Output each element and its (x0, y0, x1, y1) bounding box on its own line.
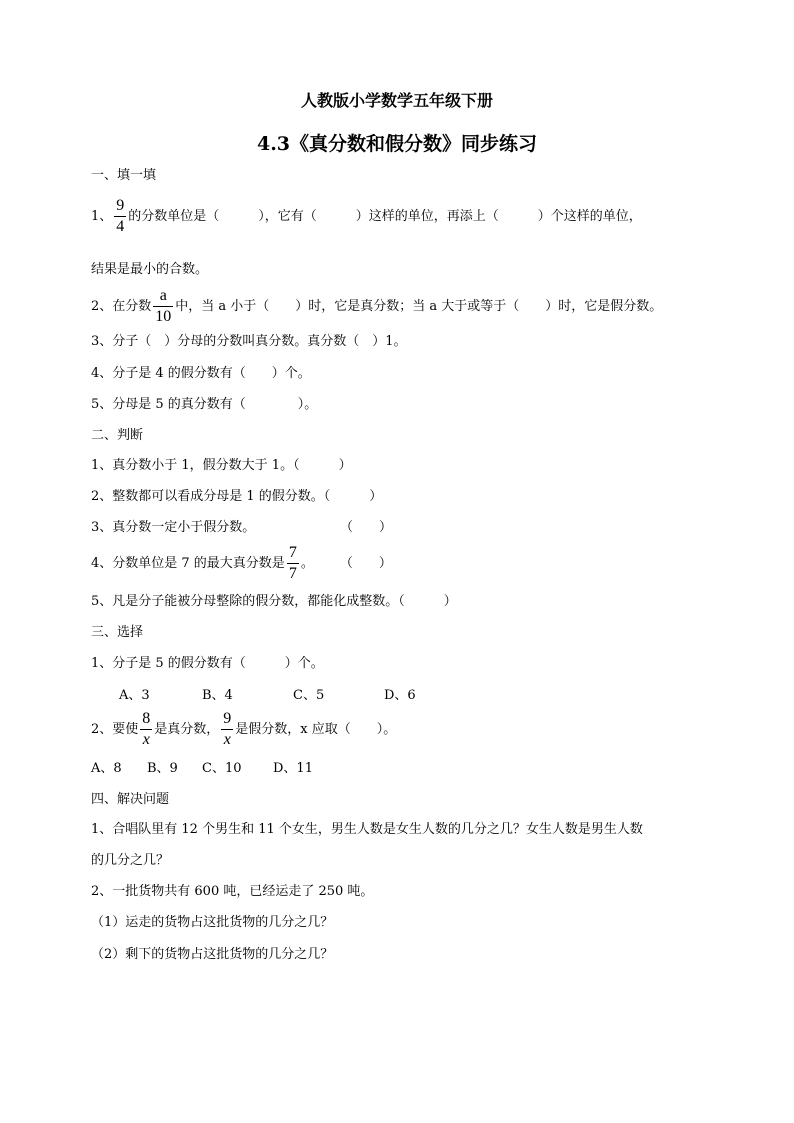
s4-q1-continued: 的几分之几？ (91, 853, 170, 868)
s2-question-5: 5、凡是分子能被分母整除的假分数，都能化成整数。（ ） (91, 594, 457, 609)
s4-q2-part-1: （1）运走的货物占这批货物的几分之几？ (91, 915, 334, 930)
s1-question-3: 3、分子（ ）分母的分数叫真分数。真分数（ ）1。 (91, 334, 407, 349)
s3-q1-option-a: A、3 (119, 688, 150, 703)
s4-question-2: 2、一批货物共有 600 吨，已经运走了 250 吨。 (91, 884, 374, 899)
s1-q1-continued: 结果是最小的合数。 (91, 262, 209, 277)
fraction-numerator: 8 (142, 710, 151, 727)
s1-q2-post: 中，当 a 小于（ ）时，它是真分数；当 a 大于或等于（ ）时，它是假分数。 (175, 299, 663, 314)
section-heading-fill-in: 一、填一填 (91, 168, 157, 183)
s3-q1-option-c: C、5 (293, 688, 325, 703)
s3-question-2 (91, 711, 396, 748)
s3-q2-post: 是假分数，x 应取（ ）。 (235, 722, 397, 737)
s1-question-4: 4、分子是 4 的假分数有（ ）个。 (91, 366, 311, 381)
s1-question-5: 5、分母是 5 的真分数有（ ）。 (91, 397, 318, 412)
fraction-8-x (140, 711, 152, 748)
s2-question-2: 2、整数都可以看成分母是 1 的假分数。（ ） (91, 489, 383, 504)
s3-q2-mid: 是真分数， (154, 722, 220, 737)
s2-q3-answer-paren: （ ） (340, 520, 393, 535)
s1-question-2 (91, 288, 662, 325)
section-heading-problems: 四、解决问题 (91, 792, 170, 807)
fraction-9-4 (114, 198, 126, 235)
s3-q2-option-a: A、8 (91, 761, 122, 776)
fraction-numerator: 9 (223, 710, 232, 727)
s3-q1-option-b: B、4 (202, 688, 233, 703)
s4-question-1: 1、合唱队里有 12 个男生和 11 个女生，男生人数是女生人数的几分之几？女生人数是男生人数 (91, 822, 643, 837)
fraction-denominator: x (221, 729, 233, 748)
fraction-7-7 (287, 545, 299, 582)
page-subtitle: 4.3《真分数和假分数》同步练习 (256, 133, 538, 155)
s3-q2-option-d: D、11 (273, 761, 313, 776)
s2-q4-pre: 4、分数单位是 7 的最大真分数是 (91, 556, 285, 571)
fraction-numerator: 9 (116, 197, 125, 214)
fraction-numerator: 7 (288, 544, 297, 561)
s3-q2-pre: 2、要使 (91, 722, 139, 737)
s3-q2-option-b: B、9 (147, 761, 178, 776)
fraction-numerator: a (159, 287, 167, 304)
s1-question-1 (91, 198, 642, 235)
fraction-denominator: x (140, 729, 152, 748)
fraction-denominator: 10 (155, 308, 172, 325)
s3-q2-option-c: C、10 (202, 761, 242, 776)
fraction-9-x (221, 711, 233, 748)
s1-q1-number: 1、 (91, 209, 113, 224)
s1-q2-pre: 2、在分数 (91, 299, 152, 314)
s2-question-4 (91, 545, 392, 582)
s2-question-1: 1、真分数小于 1，假分数大于 1。（ ） (91, 458, 352, 473)
page-title: 人教版小学数学五年级下册 (300, 91, 493, 110)
fraction-denominator: 4 (116, 218, 125, 235)
section-heading-choose: 三、选择 (91, 625, 144, 640)
s3-question-1: 1、分子是 5 的假分数有（ ）个。 (91, 656, 324, 671)
fraction-denominator: 7 (288, 565, 297, 582)
section-heading-judge: 二、判断 (91, 428, 144, 443)
fraction-a-10 (153, 288, 173, 325)
s2-q4-answer-paren: （ ） (339, 556, 392, 571)
s2-q4-post: 。 (300, 556, 314, 571)
s3-q1-option-d: D、6 (384, 688, 416, 703)
s4-q2-part-2: （2）剩下的货物占这批货物的几分之几？ (91, 947, 334, 962)
s2-question-3: 3、真分数一定小于假分数。 (91, 520, 256, 535)
s1-q1-text: 的分数单位是（ ），它有（ ）这样的单位，再添上（ ）个这样的单位， (128, 209, 642, 224)
